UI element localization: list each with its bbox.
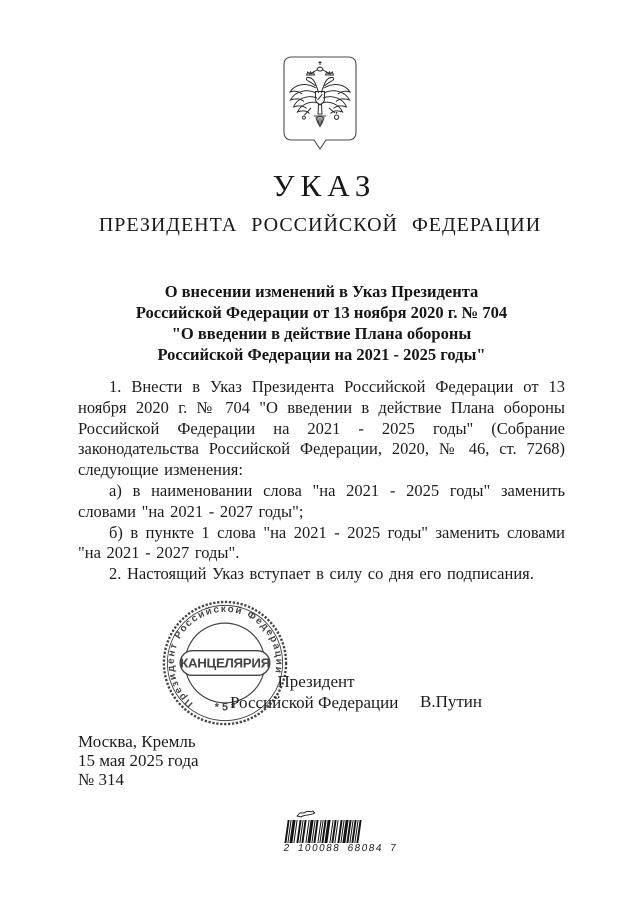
body-paragraph: 1. Внести в Указ Президента Российской Федерации от 13 ноября 2020 г. № 704 "О введении в действие Плана обороны Российской Федерации на 2021 - 2025 годы" (Собрание законодательства Российской Федерации, 2020, № 46, ст. 7268) следующие изменения: (78, 377, 565, 480)
issue-number: № 314 (78, 769, 124, 789)
chancellery-stamp (159, 596, 291, 730)
document-type-heading: УКАЗ (272, 168, 377, 203)
decree-title-line: Российской Федерации от 13 ноября 2020 г. № 704 (135, 303, 508, 322)
body-paragraph: 2. Настоящий Указ вступает в силу со дня его подписания. (109, 564, 534, 584)
stamp-bottom-text: * 5 * (214, 701, 236, 714)
barcode-digits: 2 100088 68084 7 (282, 843, 399, 854)
issue-block (78, 733, 199, 789)
decree-title-line: О внесении изменений в Указ Президента (164, 282, 479, 301)
signature-name: В.Путин (420, 692, 482, 711)
coat-of-arms-icon (283, 56, 357, 152)
barcode (282, 809, 399, 854)
signature-post-line: Президент (277, 672, 355, 691)
pen-scribble-icon (296, 809, 317, 819)
decree-title-line: Российской Федерации на 2021 - 2025 годы" (157, 345, 486, 364)
decree-title (78, 281, 565, 365)
barcode-bars (284, 820, 363, 843)
stamp-center-text: КАНЦЕЛЯРИЯ (180, 655, 270, 671)
signature-post-line: Российской Федерации (230, 693, 399, 712)
body-paragraph: б) в пункте 1 слова "на 2021 - 2025 годы" заменить словами "на 2021 - 2027 годы". (78, 522, 565, 563)
decree-title-line: "О введении в действие Плана обороны (171, 324, 472, 343)
stamp-ring-text: Президент Российской Федерации (165, 603, 285, 710)
issue-date: 15 мая 2025 года (78, 750, 199, 770)
issuer-heading: ПРЕЗИДЕНТА РОССИЙСКОЙ ФЕДЕРАЦИИ (98, 214, 542, 236)
issue-place: Москва, Кремль (78, 732, 196, 751)
body-paragraph: а) в наименовании слова "на 2021 - 2025 годы" заменить словами "на 2021 - 2027 годы"; (78, 480, 565, 521)
decree-body (78, 377, 565, 585)
